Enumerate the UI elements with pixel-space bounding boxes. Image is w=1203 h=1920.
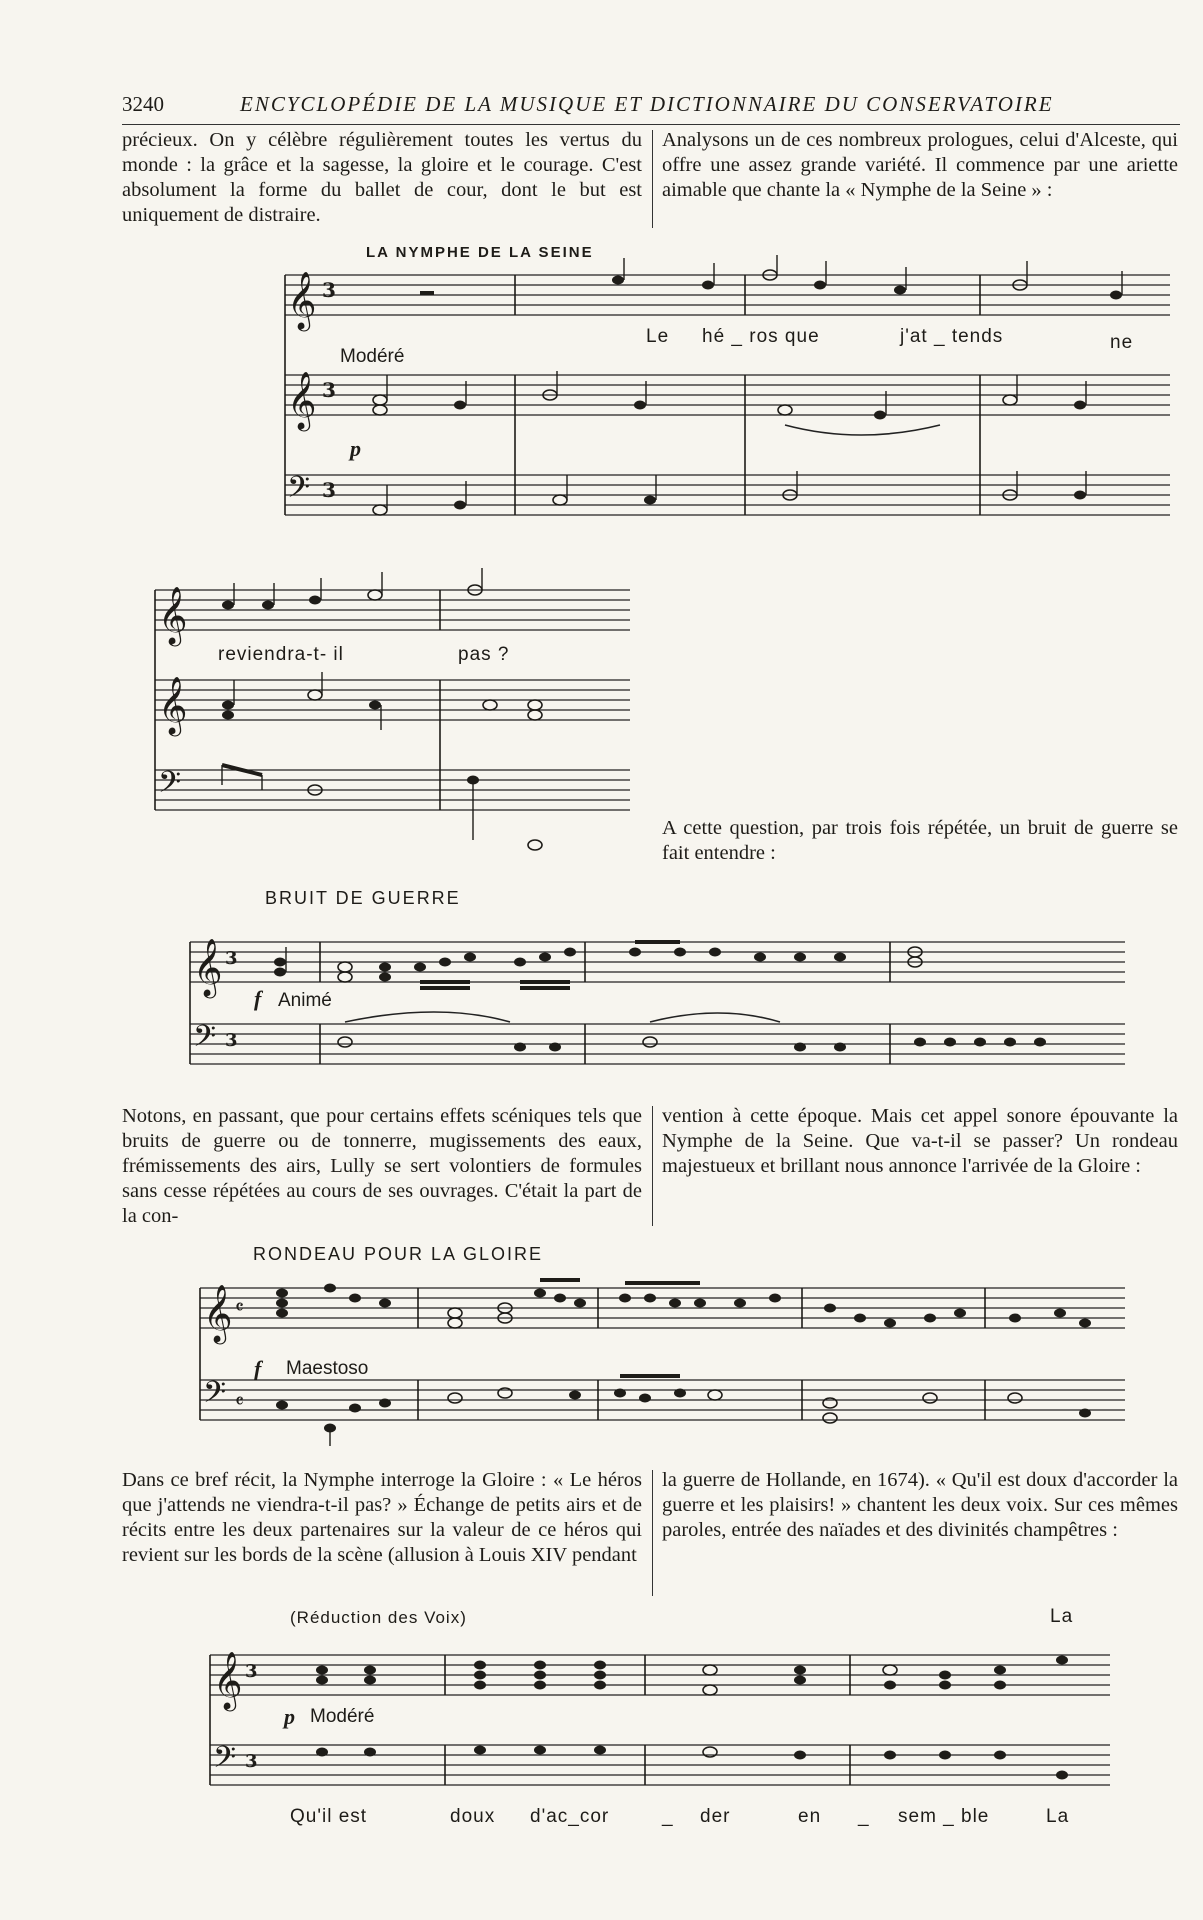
svg-text:3: 3	[225, 1030, 238, 1051]
paragraph-4-right: la guerre de Hollande, en 1674). « Qu'il est doux d'accorder la guerre et les plaisirs! » chantent les deux voix. Sur ces mêmes paroles, entrée des naïades et des divinités champêtres :	[662, 1469, 1178, 1541]
svg-text:3: 3	[245, 1661, 258, 1682]
ex1-voice-staff	[285, 275, 1170, 315]
svg-text:3: 3	[322, 378, 336, 402]
ex5-lyric-4: _	[662, 1806, 674, 1827]
ex4-tempo: Maestoso	[286, 1358, 369, 1379]
ex3-dynamic: f	[254, 986, 262, 1011]
ex5-lyric-5: der	[700, 1806, 731, 1827]
svg-text:𝄴: 𝄴	[235, 1389, 244, 1413]
column-divider	[652, 1106, 653, 1226]
treble-clef-icon: 𝄞	[287, 371, 317, 429]
paragraph-4-left: Dans ce bref récit, la Nymphe interroge la Gloire : « Le héros que j'attends ne viendra-t-il pas? » Échange de petits airs et de récits entre les deux partenaires sur la valeur de ce héros qui revient sur les bords de la scène (allusion à Louis XIV pendant	[122, 1469, 642, 1566]
page-number: 3240	[122, 92, 164, 116]
ex3-tempo: Animé	[278, 990, 332, 1011]
column-divider	[652, 130, 653, 228]
svg-text:3: 3	[322, 478, 336, 502]
score-example-1	[260, 255, 1170, 525]
bass-clef-icon: 𝄢	[287, 471, 311, 512]
ex1-treble-staff	[285, 375, 1170, 415]
treble-clef-icon: 𝄞	[158, 586, 188, 644]
ex5-lyric-2: doux	[450, 1806, 496, 1827]
svg-text:3: 3	[245, 1751, 258, 1772]
treble-clef-icon: 𝄞	[203, 1284, 233, 1342]
ex4-dynamic: f	[254, 1356, 262, 1381]
ex1-lyric-3: j'at _ tends	[900, 326, 1004, 347]
paragraph-2: A cette question, par trois fois répétée, un bruit de guerre se fait entendre :	[662, 817, 1178, 864]
paragraph-1-left: précieux. On y célèbre régulièrement toutes les vertus du monde : la grâce et la sagesse, la gloire et le courage. C'est absolument la forme du ballet de cour, dont le but est uniquement de distraire.	[122, 129, 642, 226]
score-example-2	[150, 580, 630, 850]
ex5-lyric-1: Qu'il est	[290, 1806, 368, 1827]
svg-text:3: 3	[225, 948, 238, 969]
bass-clef-icon: 𝄢	[203, 1376, 227, 1417]
ex5-top-word: La	[1050, 1606, 1074, 1627]
treble-clef-icon: 𝄞	[213, 1651, 243, 1709]
ex5-lyric-9: La	[1046, 1806, 1070, 1827]
ex1-heading: LA NYMPHE DE LA SEINE	[366, 244, 594, 261]
header-rule	[122, 124, 1180, 125]
ex1-bass-staff	[285, 475, 1170, 515]
running-title: ENCYCLOPÉDIE DE LA MUSIQUE ET DICTIONNAIRE DU CONSERVATOIRE	[240, 92, 1054, 116]
ex5-tempo: Modéré	[310, 1706, 375, 1727]
ex3-heading: BRUIT DE GUERRE	[265, 888, 461, 908]
bass-clef-icon: 𝄢	[213, 1741, 237, 1782]
ex5-lyric-7: _	[858, 1806, 870, 1827]
ex5-dynamic: p	[284, 1704, 295, 1729]
ex5-lyric-8: sem _ ble	[898, 1806, 990, 1827]
treble-clef-icon: 𝄞	[287, 271, 317, 329]
paragraph-3-right: vention à cette époque. Mais cet appel sonore épouvante la Nymphe de la Seine. Que va-t-il se passer? Un rondeau majestueux et brillant nous annonce l'arrivée de la Gloire :	[662, 1105, 1178, 1177]
ex1-lyric-4: ne	[1110, 332, 1134, 353]
paragraph-1-right: Analysons un de ces nombreux prologues, celui d'Alceste, qui offre une assez grande variété. Il commence par une ariette aimable que chante la « Nymphe de la Seine » :	[662, 129, 1178, 201]
ex2-lyric-1: reviendra-t- il	[218, 644, 344, 665]
treble-clef-icon: 𝄞	[158, 676, 188, 734]
ex1-dynamic: p	[350, 436, 361, 461]
column-divider	[652, 1470, 653, 1596]
bass-clef-icon: 𝄢	[158, 766, 182, 807]
ex1-lyric-1: Le	[646, 326, 670, 347]
ex5-lyric-6: en	[798, 1806, 822, 1827]
ex5-lyric-3: d'ac_cor	[530, 1806, 610, 1827]
ex2-lyric-2: pas ?	[458, 644, 510, 665]
ex4-heading: RONDEAU POUR LA GLOIRE	[253, 1244, 544, 1264]
ex1-tempo: Modéré	[340, 346, 405, 367]
svg-text:3: 3	[322, 278, 336, 302]
ex1-lyric-2: hé _ ros que	[702, 326, 820, 347]
treble-clef-icon: 𝄞	[193, 938, 223, 996]
svg-text:𝄴: 𝄴	[235, 1295, 244, 1319]
paragraph-3-left: Notons, en passant, que pour certains effets scéniques tels que bruits de guerre ou de tonnerre, mugissements des eaux, frémissements des airs, Lully se sert volontiers de formules sans cesse répétées au cours de ses ouvrages. C'était la part de la con-	[122, 1105, 642, 1227]
ex5-heading: (Réduction des Voix)	[290, 1608, 467, 1627]
bass-clef-icon: 𝄢	[193, 1020, 217, 1061]
